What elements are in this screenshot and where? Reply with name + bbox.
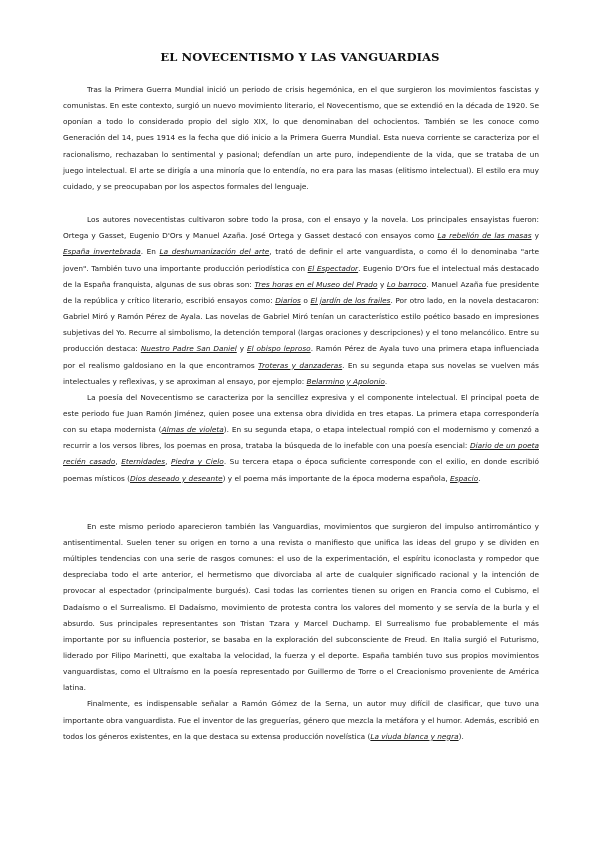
work-title: Belarmino y Apolonio: [306, 376, 385, 386]
paragraph-novecentismo-intro: [63, 82, 539, 195]
text-run: ).: [458, 731, 464, 741]
work-title: Dios deseado y deseante: [129, 473, 223, 483]
work-title: Almas de violeta: [161, 425, 224, 435]
paragraph-prosa: [63, 212, 539, 390]
work-title: La deshumanización del arte: [159, 247, 270, 257]
text-run: . Su tercera etapa o época suficiente corresponde con el exilio, en donde escribió poemas místicos (: [63, 457, 540, 483]
text-run: . Ramón Pérez de Ayala tuvo una primera etapa influenciada por el realismo galdosiano en la que encontramos: [63, 344, 539, 370]
document-title: EL NOVECENTISMO Y LAS VANGUARDIAS: [160, 50, 440, 64]
work-title: El jardín de los frailes: [310, 295, 391, 305]
work-title: Troteras y danzaderas: [258, 360, 343, 370]
text-run: y: [236, 344, 247, 354]
text-run: La poesía del Novecentismo se caracteriza por la sencillez expresiva y el componente intelectual. El principal poeta de este periodo fue Juan Ramón Jiménez, quien posee una extensa obra dividida en tres etapas. La primera etapa correspondería con su etapa modernista (: [63, 392, 539, 435]
text-run: ). En su segunda etapa, o etapa intelectual rompió con el modernismo y comenzó a recurrir a los versos libres, los poemas en prosa, trataba la búsqueda de lo inefable con una poesía esencial:: [63, 425, 540, 451]
text-run: . Manuel Azaña fue presidente de la república y crítico literario, escribió ensayos como:: [63, 279, 539, 305]
text-run: Los autores novecentistas cultivaron sobre todo la prosa, con el ensayo y la novela. Los principales ensayistas fueron: Ortega y Gasset, Eugenio D'Ors y Manuel Azaña. José Ortega y Gasset destacó con ensayos como: [63, 215, 539, 241]
work-title: Nuestro Padre San Daniel: [140, 344, 237, 354]
work-title: Lo barroco: [386, 279, 427, 289]
text-run: , trató de definir el arte vanguardista, o como él lo denominaba "arte joven". También tuvo una importante producción periodística con: [63, 247, 539, 273]
work-title: España invertebrada: [63, 247, 141, 257]
text-run: . Eugenio D'Ors fue el intelectual más destacado de la España franquista, algunas de sus obras son:: [63, 263, 540, 289]
text-run: .: [478, 473, 481, 483]
work-title: El Espectador: [307, 263, 359, 273]
text-run: .: [384, 376, 388, 386]
work-title: Diarios: [275, 295, 301, 305]
text-run: . En: [140, 247, 160, 257]
work-title: Espacio: [450, 473, 479, 483]
work-title: Tres horas en el Museo del Prado: [254, 279, 378, 289]
text-run: Finalmente, es indispensable señalar a Ramón Gómez de la Serna, un autor muy difícil de clasificar, que tuvo una importante obra vanguardista. Fue el inventor de las greguerías, género que mezcla la metáfora y el humor. Además, escribió en todos los géneros existentes, en la que destaca su extensa producción novelística (: [63, 699, 539, 741]
paragraph-poesia: [63, 390, 539, 487]
text-run: . Por otro lado, en la novela destacaron: Gabriel Miró y Ramón Pérez de Ayala. Las novelas de Gabriel Miró tenían un característico estilo poético basado en impresiones subjetivas del Yo. Recurre al simbolismo, la detención temporal (largas oraciones y descripciones) y el tono melancólico. Entre su producción destaca:: [63, 295, 539, 354]
paragraph-vanguardias: [63, 519, 539, 697]
work-title: La viuda blanca y negra: [370, 731, 459, 741]
text-run: o: [300, 295, 311, 305]
text-run: ) y el poema más importante de la época moderna española,: [222, 473, 450, 483]
paragraph-gomez-de-la-serna: [63, 696, 539, 744]
work-title: El obispo leproso: [246, 344, 311, 354]
text-run: y: [377, 279, 387, 289]
work-title: La rebelión de las masas: [437, 231, 532, 241]
text-run: ,: [115, 457, 122, 467]
text-run: En este mismo periodo aparecieron también las Vanguardias, movimientos que surgieron del impulso antirromántico y antisentimental. Suelen tener su origen en torno a una revista o manifiesto que unifica las ideas del grupo y se dividen en múltiples tendencias con una serie de rasgos comunes: el uso de la experimentación, el espíritu iconoclasta y rompedor que despreciaba todo el arte anterior, el hermetismo que divorciaba al arte de cualquier significado racional y la intención de provocar al espectador (principalmente burgués). Casi todas las corrientes tienen su origen en Francia como el Cubismo, el Dadaísmo o el Surrealismo. El Dadaísmo, movimiento de protesta contra los valores del momento y se servía de la burla y el absurdo. Sus principales representantes son Tristan Tzara y Marcel Duchamp. El Surrealismo fue probablemente el más importante por su influencia posterior, se basaba en la exploración del subconsciente de Freud. En Italia surgió el Futurismo, liderado por Filipo Marinetti, que exaltaba la velocidad, la fuerza y el deporte. España también tuvo sus propios movimientos vanguardistas, como el Ultraísmo en la poesía representado por Guillermo de Torre o el Creacionismo proveniente de América latina.: [63, 521, 539, 693]
work-title: Eternidades: [121, 457, 166, 467]
text-run: . En su segunda etapa sus novelas se vuelven más intelectuales y reflexivas, y se aproximan al ensayo, por ejemplo:: [63, 360, 540, 386]
work-title: Piedra y Cielo: [171, 457, 224, 467]
text-run: y: [531, 231, 539, 241]
text-run: Tras la Primera Guerra Mundial inició un periodo de crisis hegemónica, en el que surgieron los movimientos fascistas y comunistas. En este contexto, surgió un nuevo movimiento literario, el Novecentismo, que se extendió en la década de 1920. Se oponían a todo lo considerado propio del siglo XIX, lo que denominaban del ochocientos. También se les conoce como Generación del 14, pues 1914 es la fecha que dió inicio a la Primera Guerra Mundial. Esta nueva corriente se caracteriza por el racionalismo, rechazaban lo sentimental y pasional; defendían un arte puro, independiente de la vida, que se trataba de un juego intelectual. El arte se dirigía a una minoría que lo entendía, no era para las masas (elitismo intelectual). El estilo era muy cuidado, y se preocupaban por los aspectos formales del lenguaje.: [63, 85, 539, 191]
document-body: [63, 82, 539, 745]
work-title: Diario de un poeta recién casado: [63, 441, 539, 467]
text-run: ,: [165, 457, 172, 467]
